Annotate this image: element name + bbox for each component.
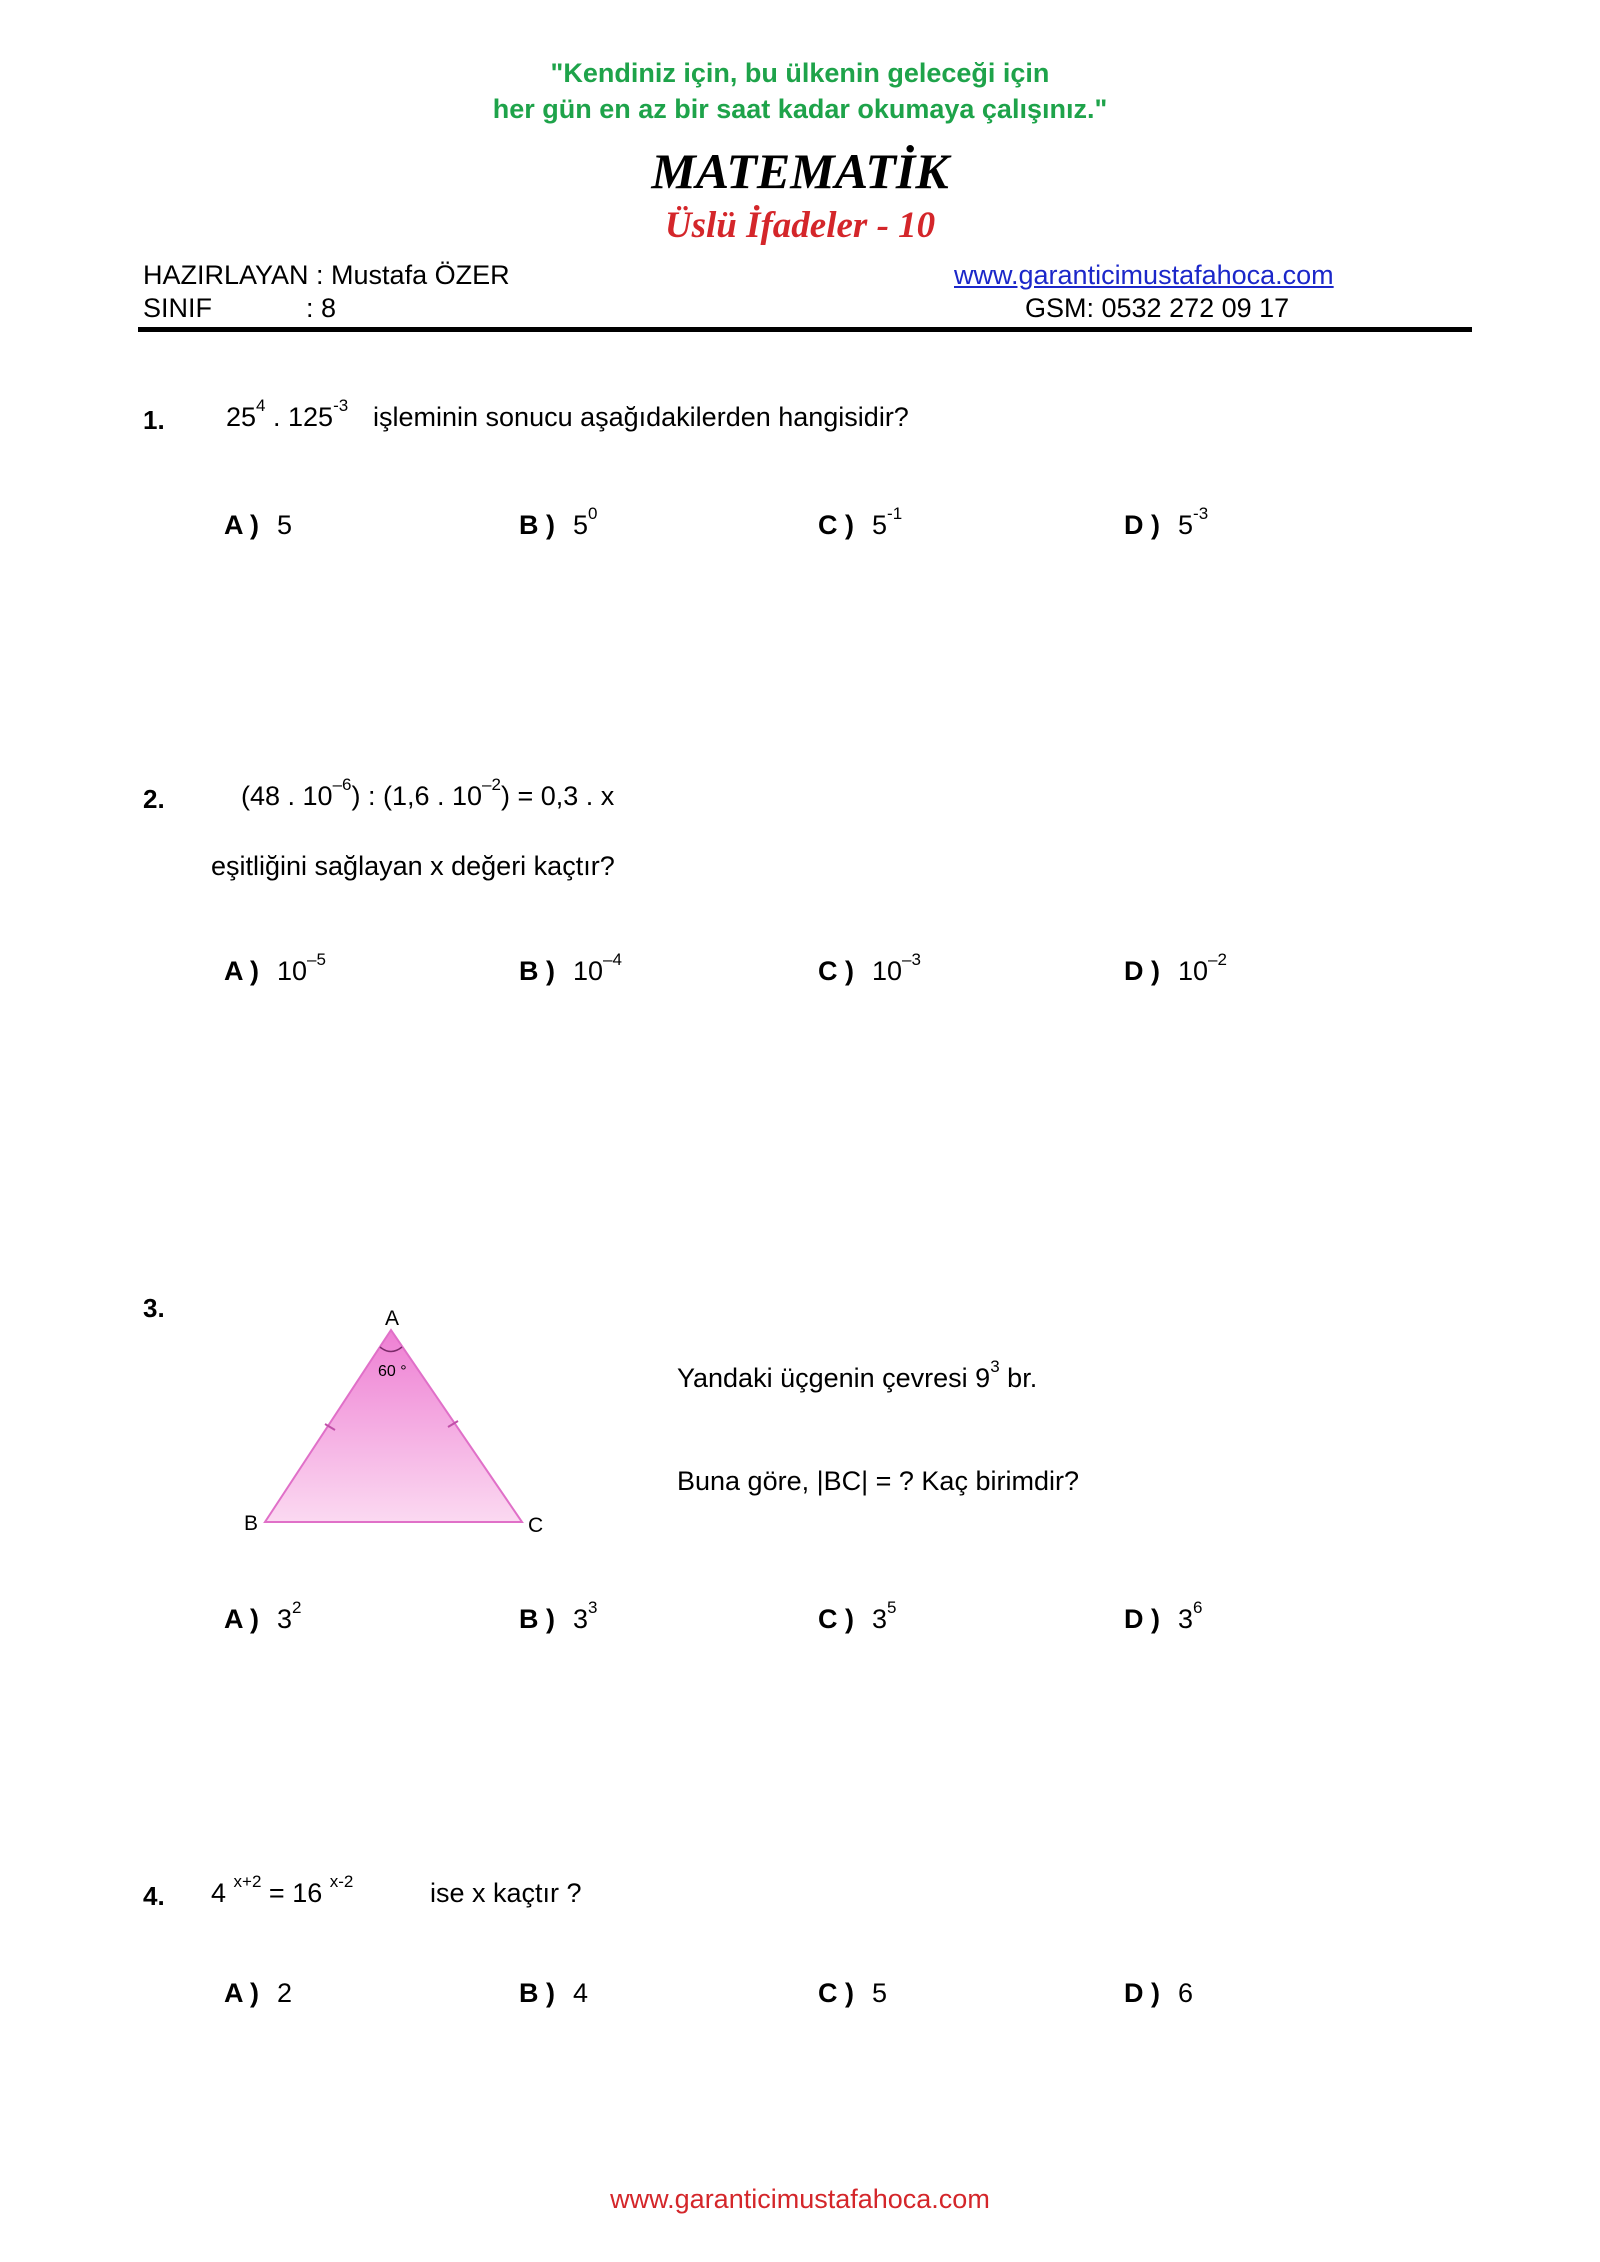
option-exponent: 6 xyxy=(1193,1598,1203,1617)
motto-line-1: "Kendiniz için, bu ülkenin geleceği için xyxy=(550,58,1050,88)
option-label: B ) xyxy=(519,510,555,540)
header-divider xyxy=(138,327,1472,332)
option-value: 3 xyxy=(573,1604,589,1634)
option-value: 3 xyxy=(277,1604,293,1634)
option-label: A ) xyxy=(224,510,259,540)
expr-exponent: x-2 xyxy=(329,1872,354,1891)
question-1-expression xyxy=(226,396,349,433)
angle-label: 60 ° xyxy=(378,1363,407,1380)
expr-exponent: 4 xyxy=(256,396,266,415)
expr-base: 25 xyxy=(226,402,257,432)
option-label: D ) xyxy=(1124,956,1160,986)
footer-website[interactable]: www.garanticimustafahoca.com xyxy=(610,2184,990,2214)
option-value: 2 xyxy=(277,1978,293,2008)
text-part: br. xyxy=(999,1363,1038,1393)
option-exponent: -3 xyxy=(1193,504,1209,523)
option-value: 4 xyxy=(573,1978,589,2008)
option-label: C ) xyxy=(818,1604,854,1634)
option-exponent: 5 xyxy=(887,1598,897,1617)
page-subtitle: Üslü İfadeler - 10 xyxy=(664,205,936,246)
option-label: B ) xyxy=(519,956,555,986)
expr-exponent: x+2 xyxy=(233,1872,262,1891)
expr-base: . 125 xyxy=(265,402,334,432)
question-4-expression xyxy=(211,1872,354,1909)
expr-exponent: –2 xyxy=(482,775,501,794)
option-label: A ) xyxy=(224,956,259,986)
option-label: D ) xyxy=(1124,1604,1160,1634)
option-exponent: –2 xyxy=(1208,950,1227,969)
expr-base: = 16 xyxy=(261,1878,330,1908)
vertex-a-label: A xyxy=(384,1307,400,1330)
text-exponent: 3 xyxy=(990,1357,1000,1376)
question-2-option-d[interactable] xyxy=(1124,950,1227,987)
gsm-number: GSM: 0532 272 09 17 xyxy=(1025,293,1290,323)
option-exponent: –4 xyxy=(603,950,622,969)
option-label: A ) xyxy=(224,1604,259,1634)
question-4-text: ise x kaçtır ? xyxy=(430,1878,582,1908)
question-1-number: 1. xyxy=(143,405,165,435)
triangle-shape xyxy=(265,1330,522,1522)
question-2-text: eşitliğini sağlayan x değeri kaçtır? xyxy=(211,851,615,881)
vertex-c-label: C xyxy=(528,1514,544,1537)
option-value: 5 xyxy=(277,510,293,540)
option-label: C ) xyxy=(818,510,854,540)
question-2-option-c[interactable] xyxy=(818,950,921,987)
option-label: B ) xyxy=(519,1978,555,2008)
vertex-b-label: B xyxy=(244,1512,259,1535)
text-part: Yandaki üçgenin çevresi 9 xyxy=(677,1363,991,1393)
question-3-text-1 xyxy=(677,1357,1038,1394)
question-1-option-c[interactable] xyxy=(818,504,903,541)
question-3-number: 3. xyxy=(143,1293,165,1323)
option-value: 10 xyxy=(872,956,903,986)
question-2-option-a[interactable] xyxy=(224,950,326,987)
question-1-option-a[interactable] xyxy=(224,510,292,541)
author-label: HAZIRLAYAN : Mustafa ÖZER xyxy=(143,260,510,290)
motto-line-2: her gün en az bir saat kadar okumaya çalışınız." xyxy=(492,94,1108,124)
option-exponent: 3 xyxy=(588,1598,598,1617)
question-2-option-b[interactable] xyxy=(519,950,622,987)
option-label: C ) xyxy=(818,956,854,986)
option-label: B ) xyxy=(519,1604,555,1634)
option-label: D ) xyxy=(1124,1978,1160,2008)
option-value: 5 xyxy=(872,1978,888,2008)
expr-part: ) = 0,3 . x xyxy=(500,781,615,811)
question-3-option-a[interactable] xyxy=(224,1598,302,1635)
question-4-option-c[interactable] xyxy=(818,1978,887,2009)
question-2-number: 2. xyxy=(143,784,165,814)
option-exponent: -1 xyxy=(887,504,903,523)
option-value: 10 xyxy=(1178,956,1209,986)
question-1-text: işleminin sonucu aşağıdakilerden hangisidir? xyxy=(373,402,909,432)
option-value: 10 xyxy=(573,956,604,986)
question-1-option-d[interactable] xyxy=(1124,504,1209,541)
option-value: 5 xyxy=(872,510,888,540)
class-label: SINIF xyxy=(143,293,213,323)
option-label: C ) xyxy=(818,1978,854,2008)
option-value: 3 xyxy=(872,1604,888,1634)
option-value: 5 xyxy=(573,510,589,540)
question-1-option-b[interactable] xyxy=(519,504,598,541)
expr-exponent: –6 xyxy=(332,775,352,794)
question-3-option-d[interactable] xyxy=(1124,1598,1203,1635)
option-value: 5 xyxy=(1178,510,1194,540)
option-value: 6 xyxy=(1178,1978,1194,2008)
question-4-option-d[interactable] xyxy=(1124,1978,1193,2009)
website-link[interactable]: www.garanticimustafahoca.com xyxy=(954,260,1334,290)
option-exponent: 2 xyxy=(292,1598,302,1617)
expr-exponent: -3 xyxy=(333,396,349,415)
question-4-option-a[interactable] xyxy=(224,1978,292,2009)
question-3-text-2: Buna göre, |BC| = ? Kaç birimdir? xyxy=(677,1466,1079,1496)
option-value: 3 xyxy=(1178,1604,1194,1634)
class-value: : 8 xyxy=(306,293,337,323)
option-exponent: –5 xyxy=(307,950,326,969)
question-3-option-c[interactable] xyxy=(818,1598,897,1635)
question-2-expression xyxy=(241,775,615,812)
option-label: D ) xyxy=(1124,510,1160,540)
expr-part: (48 . 10 xyxy=(241,781,333,811)
triangle-figure xyxy=(230,1300,570,1550)
page-title: MATEMATİK xyxy=(651,143,949,199)
option-exponent: 0 xyxy=(588,504,598,523)
option-exponent: –3 xyxy=(902,950,921,969)
question-4-option-b[interactable] xyxy=(519,1978,588,2009)
option-label: A ) xyxy=(224,1978,259,2008)
expr-base: 4 xyxy=(211,1878,234,1908)
expr-part: ) : (1,6 . 10 xyxy=(351,781,483,811)
question-3-option-b[interactable] xyxy=(519,1598,598,1635)
option-value: 10 xyxy=(277,956,308,986)
question-4-number: 4. xyxy=(143,1881,165,1911)
